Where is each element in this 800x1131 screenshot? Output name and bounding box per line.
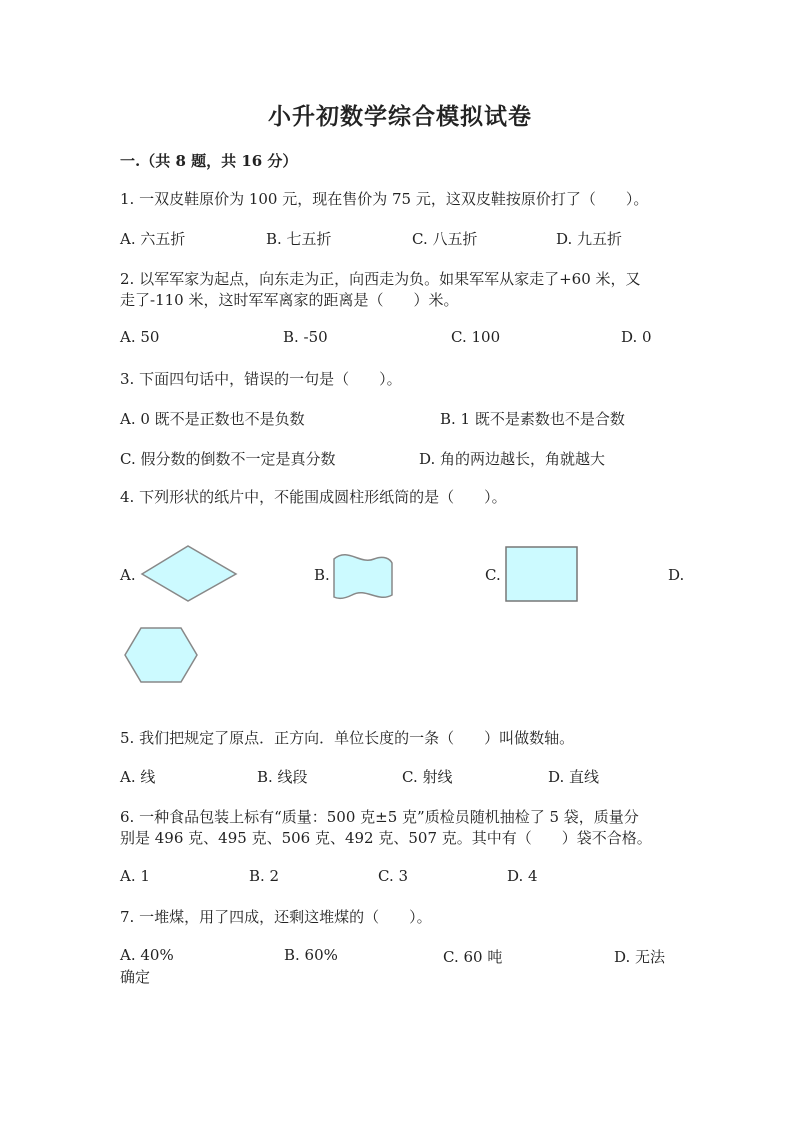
question-2-text-line1: 2. 以军军家为起点，向东走为正，向西走为负。如果军军从家走了+60 米，又 (120, 270, 641, 288)
q2-option-b: B. -50 (283, 328, 328, 346)
q6-option-c: C. 3 (378, 867, 409, 885)
section-heading: 一.（共 8 题，共 16 分） (120, 152, 298, 170)
question-5-text: 5. 我们把规定了原点．正方向．单位长度的一条（ ）叫做数轴。 (120, 729, 575, 747)
page-title: 小升初数学综合模拟试卷 (268, 103, 532, 130)
question-6-text-line1: 6. 一种食品包装上标有“质量：500 克±5 克”质检员随机抽检了 5 袋，质量分 (120, 808, 639, 826)
q4-option-d: D. (668, 566, 685, 584)
q1-option-a: A. 六五折 (120, 230, 186, 248)
question-6-text-line2: 别是 496 克、495 克、506 克、492 克、507 克。其中有（ ）袋不合格。 (120, 829, 652, 847)
q5-option-b: B. 线段 (257, 768, 308, 786)
q5-option-a: A. 线 (120, 768, 156, 786)
q2-option-a: A. 50 (120, 328, 160, 346)
q7-option-d-continued: 确定 (120, 968, 151, 986)
rhombus-icon (140, 544, 240, 604)
q5-option-c: C. 射线 (402, 768, 453, 786)
q7-option-a: A. 40% (120, 946, 174, 964)
q7-option-c: C. 60 吨 (443, 948, 503, 966)
q4-option-c: C. (485, 566, 501, 584)
q1-option-c: C. 八五折 (412, 230, 478, 248)
question-4-text: 4. 下列形状的纸片中，不能围成圆柱形纸筒的是（ ）。 (120, 488, 507, 506)
q6-option-a: A. 1 (120, 867, 150, 885)
hexagon-icon (123, 626, 199, 684)
q4-option-a: A. (120, 566, 136, 584)
q1-option-b: B. 七五折 (266, 230, 332, 248)
question-1-text: 1. 一双皮鞋原价为 100 元，现在售价为 75 元，这双皮鞋按原价打了（ ）。 (120, 190, 649, 208)
q6-option-b: B. 2 (249, 867, 280, 885)
rectangle-icon (504, 545, 580, 603)
q5-option-d: D. 直线 (548, 768, 600, 786)
q3-option-a: A. 0 既不是正数也不是负数 (120, 410, 305, 428)
question-3-text: 3. 下面四句话中，错误的一句是（ ）。 (120, 370, 402, 388)
wavy-flag-icon (330, 551, 396, 603)
question-7-text: 7. 一堆煤，用了四成，还剩这堆煤的（ ）。 (120, 908, 432, 926)
q7-option-d: D. 无法 (614, 948, 666, 966)
q2-option-c: C. 100 (451, 328, 501, 346)
q3-option-d: D. 角的两边越长，角就越大 (419, 450, 606, 468)
q3-option-c: C. 假分数的倒数不一定是真分数 (120, 450, 336, 468)
q6-option-d: D. 4 (507, 867, 538, 885)
question-2-text-line2: 走了-110 米，这时军军离家的距离是（ ）米。 (120, 291, 459, 309)
q3-option-b: B. 1 既不是素数也不是合数 (440, 410, 625, 428)
q7-option-b: B. 60% (284, 946, 338, 964)
q4-option-b: B. (314, 566, 330, 584)
q2-option-d: D. 0 (621, 328, 652, 346)
q1-option-d: D. 九五折 (556, 230, 623, 248)
